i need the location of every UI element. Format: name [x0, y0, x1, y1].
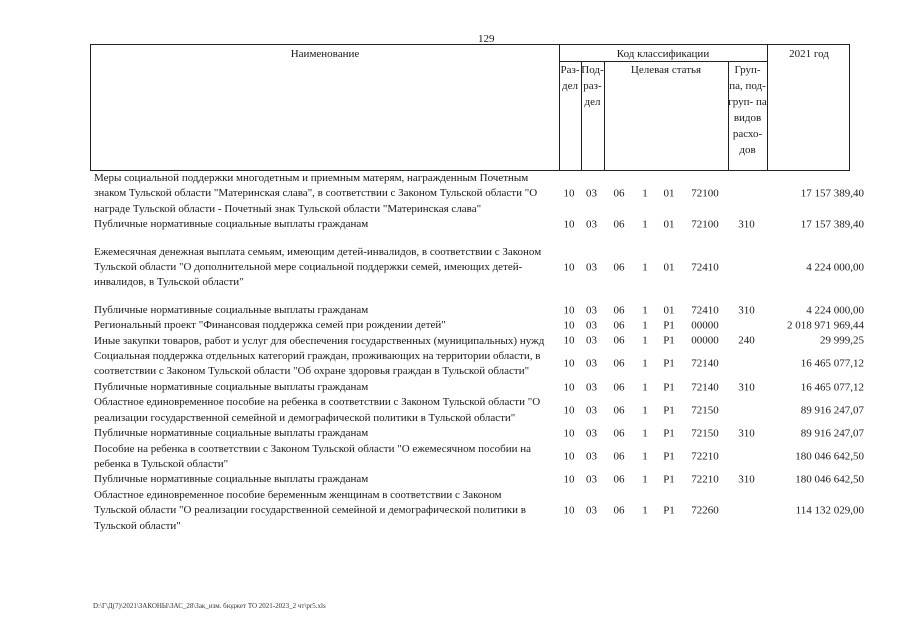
table-row — [90, 395, 864, 426]
row-n: 01 — [663, 261, 675, 274]
row-g: 06 — [613, 427, 625, 440]
row-s: 1 — [642, 334, 648, 347]
row-r: 10 — [563, 334, 575, 347]
row-s: 1 — [642, 450, 648, 463]
row-v: 310 — [738, 473, 755, 486]
row-r: 10 — [563, 504, 575, 517]
row-r: 10 — [563, 450, 575, 463]
page-number: 129 — [478, 33, 495, 45]
row-name: Публичные нормативные социальные выплаты гражданам — [94, 427, 369, 440]
row-n: P1 — [663, 334, 675, 347]
row-r: 10 — [563, 473, 575, 486]
row-s: 1 — [642, 187, 648, 200]
row-g: 06 — [613, 319, 625, 332]
row-g: 06 — [613, 187, 625, 200]
row-n: P1 — [663, 357, 675, 370]
row-amount: 180 046 642,50 — [795, 473, 864, 486]
row-p: 03 — [586, 319, 597, 332]
row-s: 1 — [642, 261, 648, 274]
row-a: 00000 — [691, 319, 719, 332]
row-v: 310 — [738, 303, 755, 316]
row-g: 06 — [613, 218, 625, 231]
table-row — [90, 349, 864, 380]
table-row — [90, 303, 864, 318]
row-r: 10 — [563, 380, 575, 393]
row-g: 06 — [613, 403, 625, 416]
row-a: 00000 — [691, 334, 719, 347]
row-g: 06 — [613, 357, 625, 370]
row-n: P1 — [663, 403, 675, 416]
header-target: Целевая статья — [630, 64, 702, 76]
row-s: 1 — [642, 403, 648, 416]
table-row — [90, 245, 864, 291]
row-n: P1 — [663, 473, 675, 486]
table-row — [90, 334, 864, 349]
row-v: 240 — [738, 334, 755, 347]
row-amount: 4 224 000,00 — [806, 303, 864, 316]
row-n: P1 — [663, 450, 675, 463]
table-header — [90, 44, 850, 171]
row-amount: 17 157 389,40 — [800, 218, 864, 231]
row-amount: 29 999,25 — [820, 334, 864, 347]
row-amount: 89 916 247,07 — [800, 427, 864, 440]
row-name: Ежемесячная денежная выплата семьям, имеющим детей-инвалидов, в соответствии с Законом Тульской области "О дополнительной мере социальной поддержки семей, имеющих детей-инвалидов, в Тульской области" — [94, 245, 542, 289]
row-g: 06 — [613, 504, 625, 517]
row-amount: 2 018 971 969,44 — [787, 319, 864, 332]
row-p: 03 — [586, 303, 597, 316]
row-amount: 16 465 077,12 — [800, 380, 864, 393]
row-s: 1 — [642, 303, 648, 316]
row-p: 03 — [586, 261, 597, 274]
row-v: 310 — [738, 218, 755, 231]
table-body — [90, 171, 864, 534]
row-amount: 16 465 077,12 — [800, 357, 864, 370]
row-name: Социальная поддержка отдельных категорий граждан, проживающих на территории области, в соответствии с Законом Тульской области "Об охране здоровья граждан в Тульской области" — [94, 350, 541, 378]
row-a: 72410 — [691, 303, 719, 316]
row-g: 06 — [613, 380, 625, 393]
row-a: 72260 — [691, 504, 719, 517]
table-row — [90, 488, 864, 534]
row-a: 72140 — [691, 357, 719, 370]
row-p: 03 — [586, 504, 597, 517]
row-s: 1 — [642, 357, 648, 370]
row-s: 1 — [642, 473, 648, 486]
row-amount: 4 224 000,00 — [806, 261, 864, 274]
row-name: Публичные нормативные социальные выплаты гражданам — [94, 218, 369, 231]
row-name: Иные закупки товаров, работ и услуг для обеспечения государственных (муниципальных) нужд — [94, 334, 545, 347]
row-r: 10 — [563, 427, 575, 440]
table-row — [90, 380, 864, 395]
row-p: 03 — [586, 450, 597, 463]
row-g: 06 — [613, 334, 625, 347]
row-p: 03 — [586, 187, 597, 200]
row-n: P1 — [663, 380, 675, 393]
row-g: 06 — [613, 450, 625, 463]
row-n: 01 — [663, 218, 675, 231]
header-name: Наименование — [290, 48, 360, 60]
table-row — [90, 171, 864, 217]
row-a: 72100 — [691, 187, 719, 200]
table-row — [90, 318, 864, 333]
row-a: 72410 — [691, 261, 719, 274]
table-row — [90, 442, 864, 473]
row-name: Публичные нормативные социальные выплаты гражданам — [94, 303, 369, 316]
row-a: 72140 — [691, 380, 719, 393]
row-n: P1 — [663, 504, 675, 517]
row-name: Областное единовременное пособие беременным женщинам в соответствии с Законом Тульской области "О реализации государственной семейной и демографической политики в Тульской области" — [94, 488, 526, 532]
table-row — [90, 426, 864, 441]
header-vid: Груп- па, под- груп- па видов расхо- дов — [728, 64, 767, 156]
row-p: 03 — [586, 334, 597, 347]
file-path-footer: D:\Г\Д(7)\2021\ЗАКОНЫ\ЗАС_28\Зак_изм. бюджет ТО 2021-2023_2 чт\pr5.xls — [93, 602, 326, 610]
row-name: Меры социальной поддержки многодетным и приемным матерям, награжденным Почетным знаком Тульской области "Материнская слава", в соответствии с Законом Тульской области "О награде Тульской области - Почетный знак Тульской области "Материнская слава" — [94, 172, 538, 215]
row-p: 03 — [586, 380, 597, 393]
row-amount: 17 157 389,40 — [800, 187, 864, 200]
row-amount: 180 046 642,50 — [795, 450, 864, 463]
row-n: P1 — [663, 319, 675, 332]
row-g: 06 — [613, 473, 625, 486]
row-name: Публичные нормативные социальные выплаты гражданам — [94, 380, 369, 393]
row-p: 03 — [586, 357, 597, 370]
row-r: 10 — [563, 403, 575, 416]
row-p: 03 — [586, 218, 597, 231]
row-s: 1 — [642, 504, 648, 517]
row-s: 1 — [642, 380, 648, 393]
row-v: 310 — [738, 380, 755, 393]
row-r: 10 — [563, 357, 575, 370]
row-name: Региональный проект "Финансовая поддержка семей при рождении детей" — [94, 319, 446, 332]
row-name: Областное единовременное пособие на ребенка в соответствии с Законом Тульской области "О реализации государственной семейной и демографической политики в Тульской области" — [94, 396, 541, 424]
row-g: 06 — [613, 303, 625, 316]
row-n: 01 — [663, 187, 675, 200]
row-amount: 114 132 029,00 — [795, 504, 864, 517]
row-p: 03 — [586, 403, 597, 416]
row-g: 06 — [613, 261, 625, 274]
row-r: 10 — [563, 261, 575, 274]
row-a: 72210 — [691, 450, 719, 463]
row-n: P1 — [663, 427, 675, 440]
row-a: 72150 — [691, 427, 719, 440]
row-r: 10 — [563, 187, 575, 200]
header-razdel: Раз- дел — [560, 64, 580, 92]
header-year: 2021 год — [789, 48, 829, 60]
row-r: 10 — [563, 303, 575, 316]
row-s: 1 — [642, 218, 648, 231]
row-p: 03 — [586, 473, 597, 486]
row-r: 10 — [563, 319, 575, 332]
row-a: 72150 — [691, 403, 719, 416]
row-name: Пособие на ребенка в соответствии с Законом Тульской области "О ежемесячном пособии на ребенка в Тульской области" — [94, 442, 532, 470]
row-a: 72210 — [691, 473, 719, 486]
row-v: 310 — [738, 427, 755, 440]
row-s: 1 — [642, 427, 648, 440]
row-p: 03 — [586, 427, 597, 440]
row-r: 10 — [563, 218, 575, 231]
row-n: 01 — [663, 303, 675, 316]
row-s: 1 — [642, 319, 648, 332]
table-row — [90, 217, 864, 232]
row-a: 72100 — [691, 218, 719, 231]
row-amount: 89 916 247,07 — [800, 403, 864, 416]
table-row — [90, 472, 864, 487]
header-podrazdel: Под- раз- дел — [581, 64, 604, 108]
header-code: Код классификации — [616, 48, 710, 60]
row-name: Публичные нормативные социальные выплаты гражданам — [94, 473, 369, 486]
